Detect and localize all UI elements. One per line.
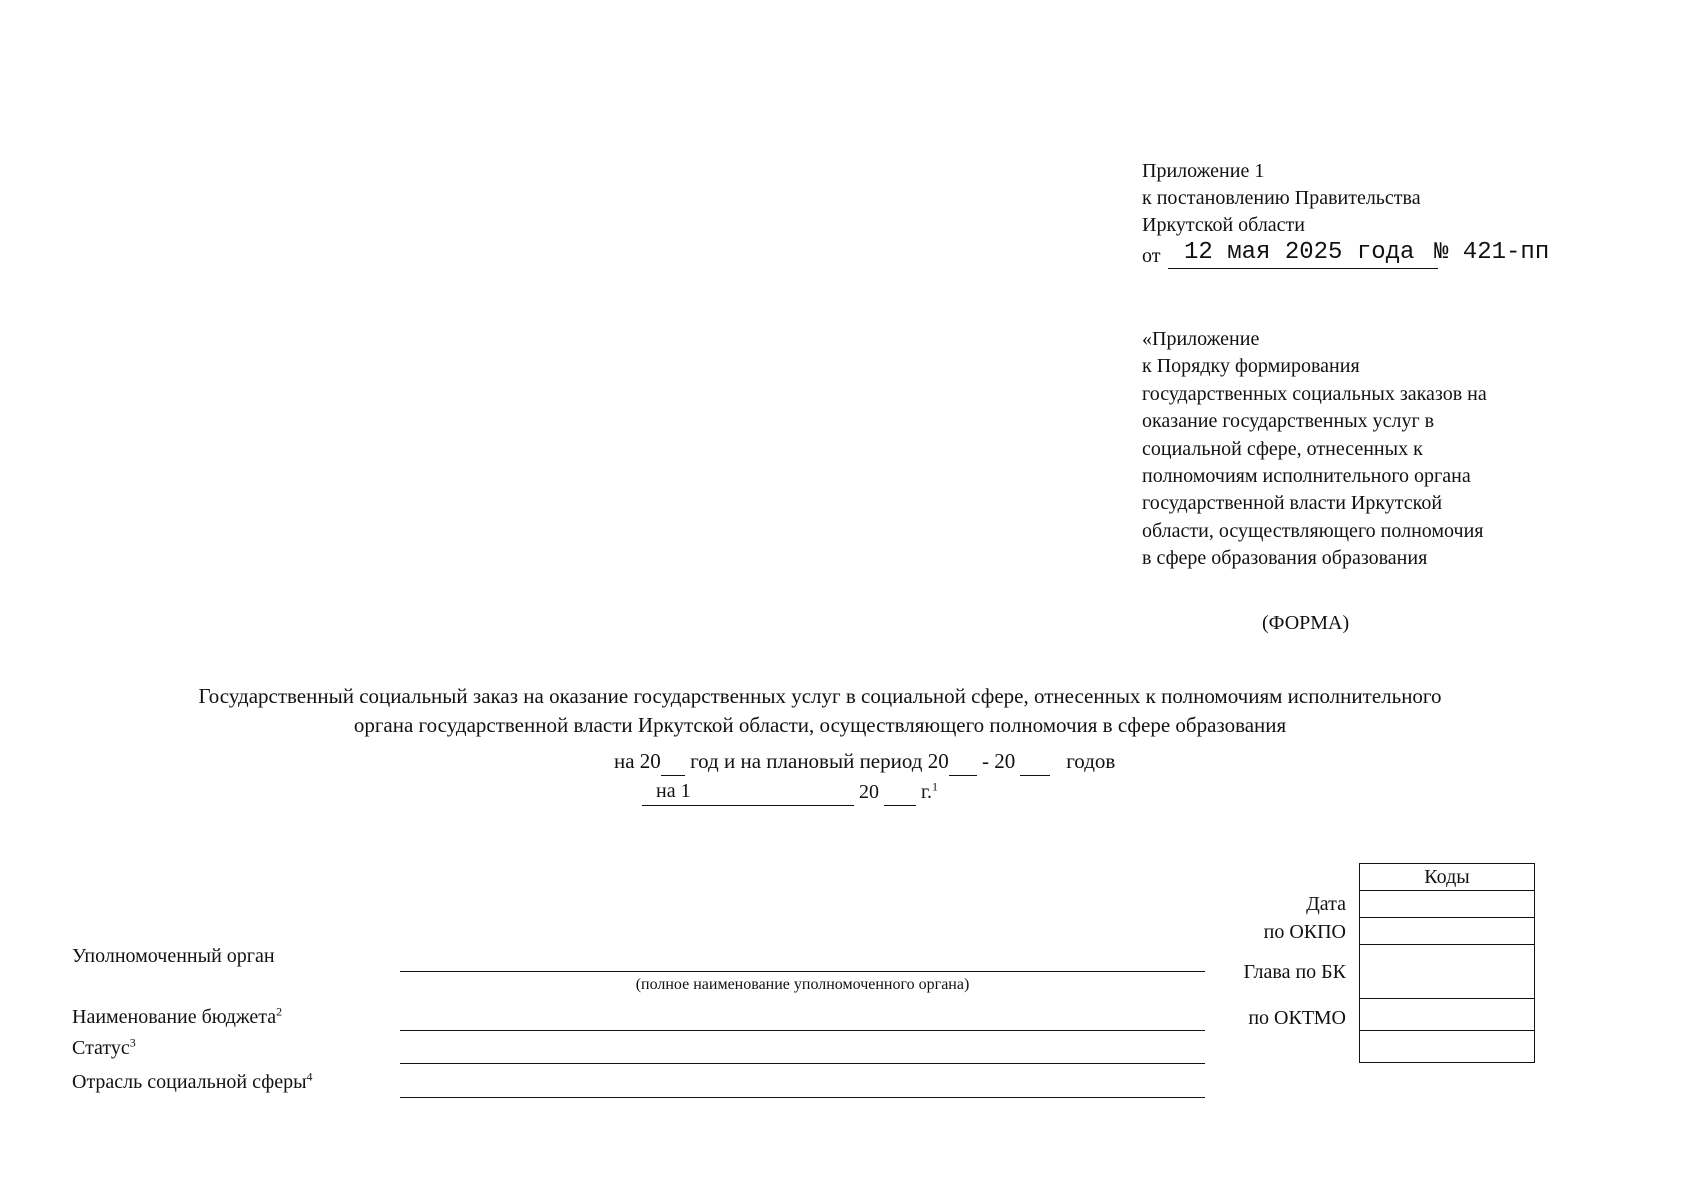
authorized-organ-line[interactable] [400,971,1205,972]
planning-dash-label: - 20 [981,749,1016,773]
appendix-1-header [1142,158,1550,269]
footnote-marker: 2 [276,1004,283,1019]
budget-name-text: Наименование бюджета [72,1006,277,1028]
title-line: Государственный социальный заказ на оказание государственных услуг в социальной сфере, отнесенных к полномочиям исполнительного [198,684,1442,708]
appendix-order-line: оказание государственных услуг в [1142,410,1435,433]
appendix-order-line: области, осуществляющего полномочия [1142,519,1484,542]
appendix-order-line: государственной власти Иркутской [1142,492,1443,515]
planning-end-year-blank[interactable] [1020,753,1050,776]
status-text: Статус [72,1037,130,1059]
code-cell-glava-bk[interactable] [1360,945,1535,999]
social-sector-label [72,1071,313,1094]
appendix-order-line: государственных социальных заказов на [1142,382,1487,405]
planning-start-year-blank[interactable] [949,753,977,776]
as-of-suffix: г. [921,781,932,803]
date-prefix: от [1142,245,1161,267]
authorized-organ-label: Уполномоченный орган [72,945,275,967]
appendix-order-line: полномочиям исполнительного органа [1142,465,1471,488]
code-cell-okpo[interactable] [1360,918,1535,945]
as-of-date-line [642,778,938,806]
appendix-1-line: к постановлению Правительства [1142,187,1421,209]
authorized-organ-caption: (полное наименование уполномоченного органа) [635,976,970,993]
budget-name-line[interactable] [400,1030,1205,1031]
as-of-year-blank[interactable] [884,783,916,806]
footnote-marker: 3 [129,1035,136,1050]
period-year-prefix: на 20 [614,749,661,773]
okpo-code-label: по ОКПО [1263,921,1346,943]
decree-date-row [1142,239,1550,269]
code-cell-date[interactable] [1360,891,1535,918]
codes-header: Коды [1360,864,1535,891]
codes-table [1359,863,1535,1063]
title-line: органа государственной власти Иркутской области, осуществляющего полномочия в сфере образования [353,713,1287,737]
as-of-day-month-blank[interactable] [642,780,854,806]
appendix-order-header [1142,326,1487,573]
oktmo-code-label: по ОКТМО [1248,1007,1346,1029]
code-cell-extra[interactable] [1360,1031,1535,1063]
appendix-order-line: социальной сфере, отнесенных к [1142,437,1423,460]
form-label: (ФОРМА) [1262,612,1350,634]
status-line[interactable] [400,1063,1205,1064]
status-label [72,1037,136,1060]
document-title [40,682,1600,740]
as-of-prefix: на 1 [656,780,691,802]
planning-period-label: год и на плановый период 20 [690,749,949,773]
decree-number: № 421-пп [1434,239,1550,266]
social-sector-line[interactable] [400,1097,1205,1098]
year-blank[interactable] [661,753,685,776]
period-line [614,746,1115,776]
glava-bk-code-label: Глава по БК [1243,961,1346,983]
as-of-year-prefix: 20 [859,781,879,803]
appendix-order-line: «Приложение [1142,328,1260,350]
social-sector-text: Отрасль социальной сферы [72,1071,307,1093]
decree-date: 12 мая 2025 года [1168,238,1438,269]
date-code-label: Дата [1306,893,1346,915]
footnote-marker: 1 [931,779,938,794]
appendix-1-line: Иркутской области [1142,214,1305,236]
footnote-marker: 4 [306,1069,313,1084]
code-cell-oktmo[interactable] [1360,999,1535,1031]
appendix-1-line: Приложение 1 [1142,160,1265,182]
years-label: годов [1066,749,1116,773]
budget-name-label [72,1006,282,1029]
appendix-order-line: в сфере образования образования [1142,547,1428,570]
appendix-order-line: к Порядку формирования [1142,355,1360,378]
